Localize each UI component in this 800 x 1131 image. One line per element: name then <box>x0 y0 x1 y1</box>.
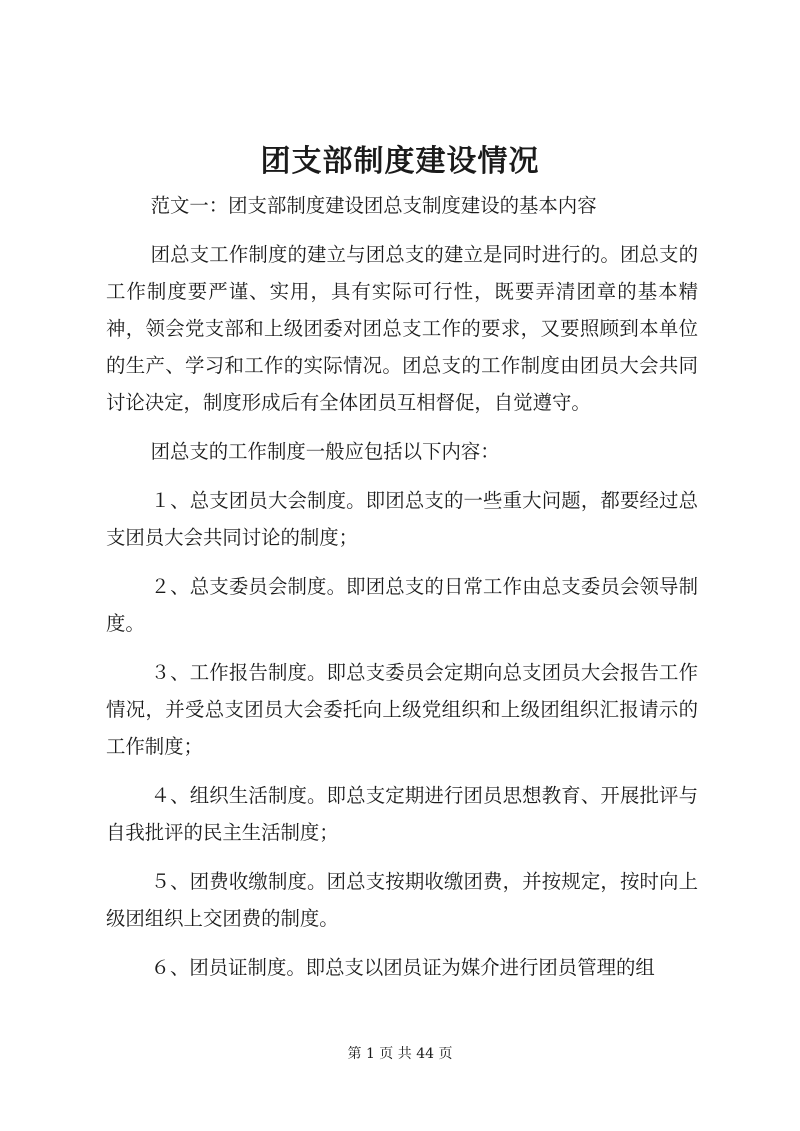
paragraph-5: ２、总支委员会制度。即团总支的日常工作由总支委员会领导制度。 <box>106 575 698 635</box>
paragraph-9: ６、团员证制度。即总支以团员证为媒介进行团员管理的组 <box>150 956 655 979</box>
paragraph-2: 团总支工作制度的建立与团总支的建立是同时进行的。团总支的工作制度要严谨、实用，具有实际可行性，既要弄清团章的基本精神，领会党支部和上级团委对团总支工作的要求，又要照顾到本单位的生产、学习和工作的实际情况。团总支的工作制度由团员大会共同讨论决定，制度形成后有全体团员互相督促，自觉遵守。 <box>106 243 698 414</box>
paragraph-3: 团总支的工作制度一般应包括以下内容： <box>150 440 500 463</box>
paragraph-6: ３、工作报告制度。即总支委员会定期向总支团员大会报告工作情况，并受总支团员大会委托向上级党组织和上级团组织汇报请示的工作制度； <box>106 661 698 758</box>
paragraph-7: ４、组织生活制度。即总支定期进行团员思想教育、开展批评与自我批评的民主生活制度； <box>106 784 698 844</box>
document-body <box>106 187 698 998</box>
page-title: 团支部制度建设情况 <box>260 144 540 179</box>
paragraph-4: １、总支团员大会制度。即团总支的一些重大问题，都要经过总支团员大会共同讨论的制度； <box>106 489 698 549</box>
page-number-footer: 第 1 页 共 44 页 <box>347 1046 453 1062</box>
paragraph-1: 范文一：团支部制度建设团总支制度建设的基本内容 <box>150 194 597 217</box>
paragraph-8: ５、团费收缴制度。团总支按期收缴团费，并按规定，按时向上级团组织上交团费的制度。 <box>106 870 698 930</box>
